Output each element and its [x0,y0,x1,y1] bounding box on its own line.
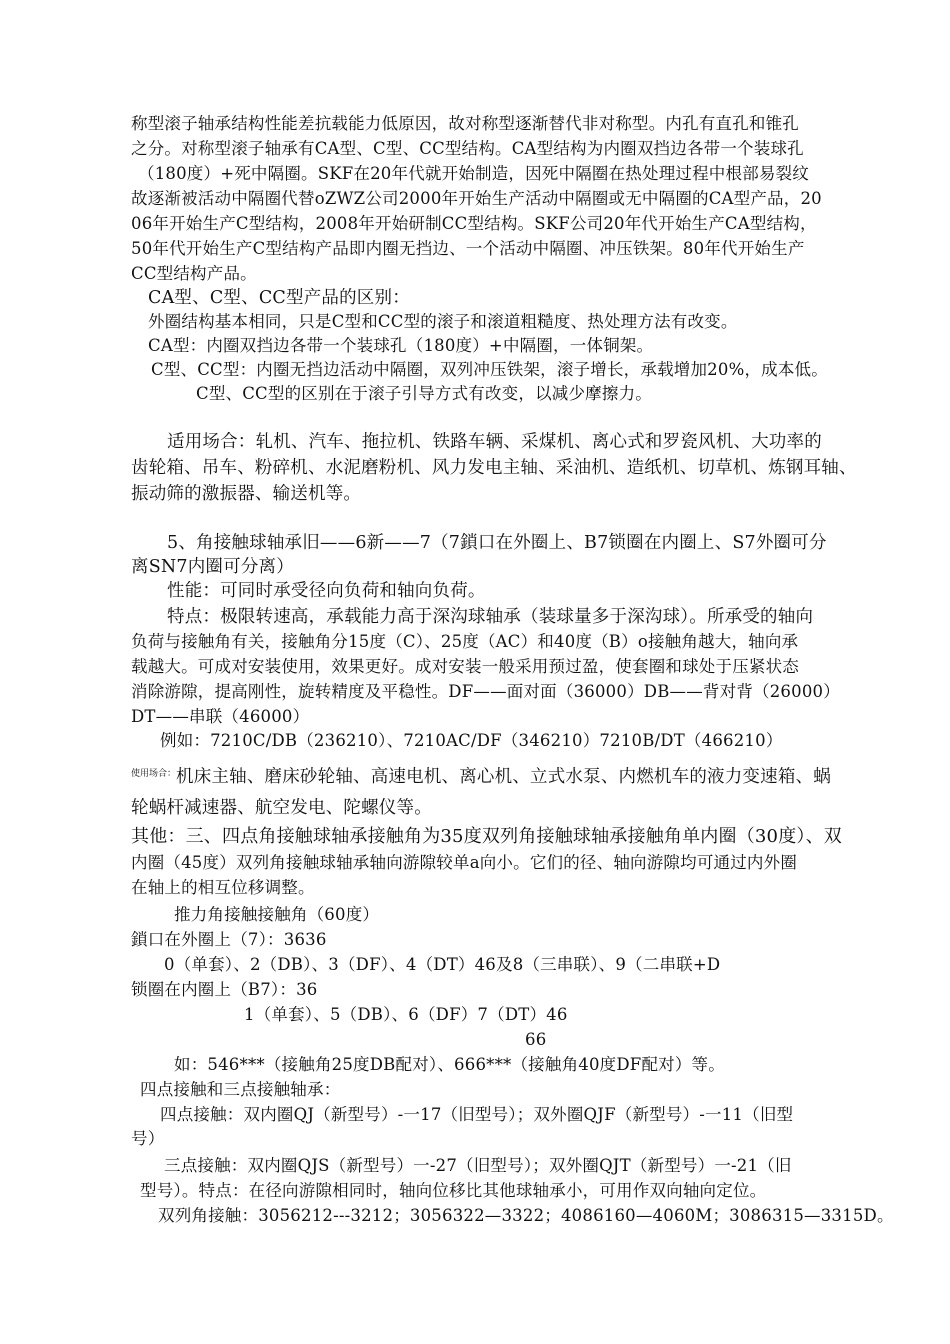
section-heading: CA型、C型、CC型产品的区别： [148,288,410,308]
text-line: 在轴上的相互位移调整。 [131,878,315,897]
text-line: 齿轮箱、吊车、粉碎机、水泥磨粉机、风力发电主轴、采油机、造纸机、切草机、炼钢耳轴、 [131,458,857,478]
text-line: 故逐渐被活动中隔圈代替oZWZ公司2000年开始生产活动中隔圈或无中隔圈的CA型产品，20 [131,189,822,208]
text-line: CA型：内圈双挡边各带一个装球孔（180度）+中隔圈，一体铜架。 [148,336,654,355]
text-line: 适用场合：轧机、汽车、拖拉机、铁路车辆、采煤机、离心式和罗瓷风机、大功率的 [167,432,822,452]
text-line: 号） [131,1129,165,1148]
text-line: 称型滚子轴承结构性能差抗载能力低原因，故对称型逐渐替代非对称型。内孔有直孔和锥孔 [131,114,799,133]
text-line: 鎖口在外圈上（7）：3636 [131,930,327,949]
text-line: 双列角接触：3056212---3212；3056322—3322；4086160—4060M；3086315—3315D。 [158,1206,894,1225]
text-line: 载越大。可成对安装使用，效果更好。成对安装一般采用预过盈，使套圈和球处于压紧状态 [131,657,799,676]
text-line: C型、CC型的区别在于滚子引导方式有改变，以减少摩擦力。 [196,384,652,403]
text-line: DT——串联（46000） [131,707,310,726]
text-line: 50年代开始生产C型结构产品即内圈无挡边、一个活动中隔圈、冲压铁架。80年代开始生产 [131,239,805,258]
text-line: 特点：极限转速高，承载能力高于深沟球轴承（装球量多于深沟球）。所承受的轴向 [167,607,814,627]
text-line: 1（单套）、5（DB）、6（DF）7（DT）46 [244,1005,568,1024]
text-line: 66 [525,1030,547,1049]
text-line: 振动筛的激振器、输送机等。 [131,484,362,504]
text-line: （180度）+死中隔圈。SKF在20年代就开始制造，因死中隔圈在热处理过程中根部易裂纹 [138,164,809,183]
text-line: 如：546***（接触角25度DB配对）、666***（接触角40度DF配对）等。 [174,1055,725,1074]
text-line: 0（单套）、2（DB）、3（DF）、4（DT）46及8（三串联）、9（二串联+D [164,955,721,974]
small-label: 使用场合： [131,769,177,779]
text-line: 之分。对称型滚子轴承有CA型、C型、CC型结构。CA型结构为内圈双挡边各带一个装球孔 [131,139,804,158]
text-line: 轮蜗杆减速器、航空发电、陀螺仪等。 [131,798,432,818]
text-line: 其他：三、四点角接触球轴承接触角为35度双列角接触球轴承接触角单内圈（30度）、双 [131,826,843,847]
text-line: 型号）。特点：在径向游隙相同时，轴向位移比其他球轴承小，可用作双向轴向定位。 [140,1181,767,1200]
text-line [131,763,831,788]
text-line: 三点接触：双内圈QJS（新型号）一-27（旧型号）；双外圈QJT（新型号）一-21（旧 [164,1156,792,1175]
text-line: 消除游隙，提高刚性，旋转精度及平稳性。DF——面对面（36000）DB——背对背（26000） [131,682,840,701]
section-heading: 5、角接触球轴承旧——6新——7（7鎖口在外圈上、B7锁圈在内圈上、S7外圈可分 [167,533,827,553]
text-line: 离SN7内圈可分离） [131,557,294,577]
text-line: CC型结构产品。 [131,264,257,283]
text-line: 四点接触：双内圈QJ（新型号）-一17（旧型号）；双外圈QJF（新型号）-一11（旧型 [160,1105,794,1124]
section-heading: 四点接触和三点接触轴承： [140,1080,341,1099]
text-line: 锁圈在内圈上（B7）：36 [131,980,318,999]
text-line: 外圈结构基本相同，只是C型和CC型的滚子和滚道粗糙度、热处理方法有改变。 [148,312,738,331]
text-line: 06年开始生产C型结构，2008年开始研制CC型结构。SKF公司20年代开始生产CA型结构， [131,214,817,233]
text-line: 例如：7210C/DB（236210）、7210AC/DF（346210）7210B/DT（466210） [160,731,783,750]
text-line: 性能：可同时承受径向负荷和轴向负荷。 [167,581,486,601]
text-line: C型、CC型：内圈无挡边活动中隔圈，双列冲压铁架，滚子增长，承载增加20%，成本低。 [151,360,828,379]
text-line: 推力角接触接触角（60度） [174,905,380,924]
text-span: 机床主轴、磨床砂轮轴、高速电机、离心机、立式水泵、内燃机车的液力变速箱、蜗 [176,767,831,787]
text-line: 内圈（45度）双列角接触球轴承轴向游隙较单a向小。它们的径、轴向游隙均可通过内外圈 [131,853,798,872]
text-line: 负荷与接触角有关，接触角分15度（C）、25度（AC）和40度（B）o接触角越大，轴向承 [131,632,799,651]
